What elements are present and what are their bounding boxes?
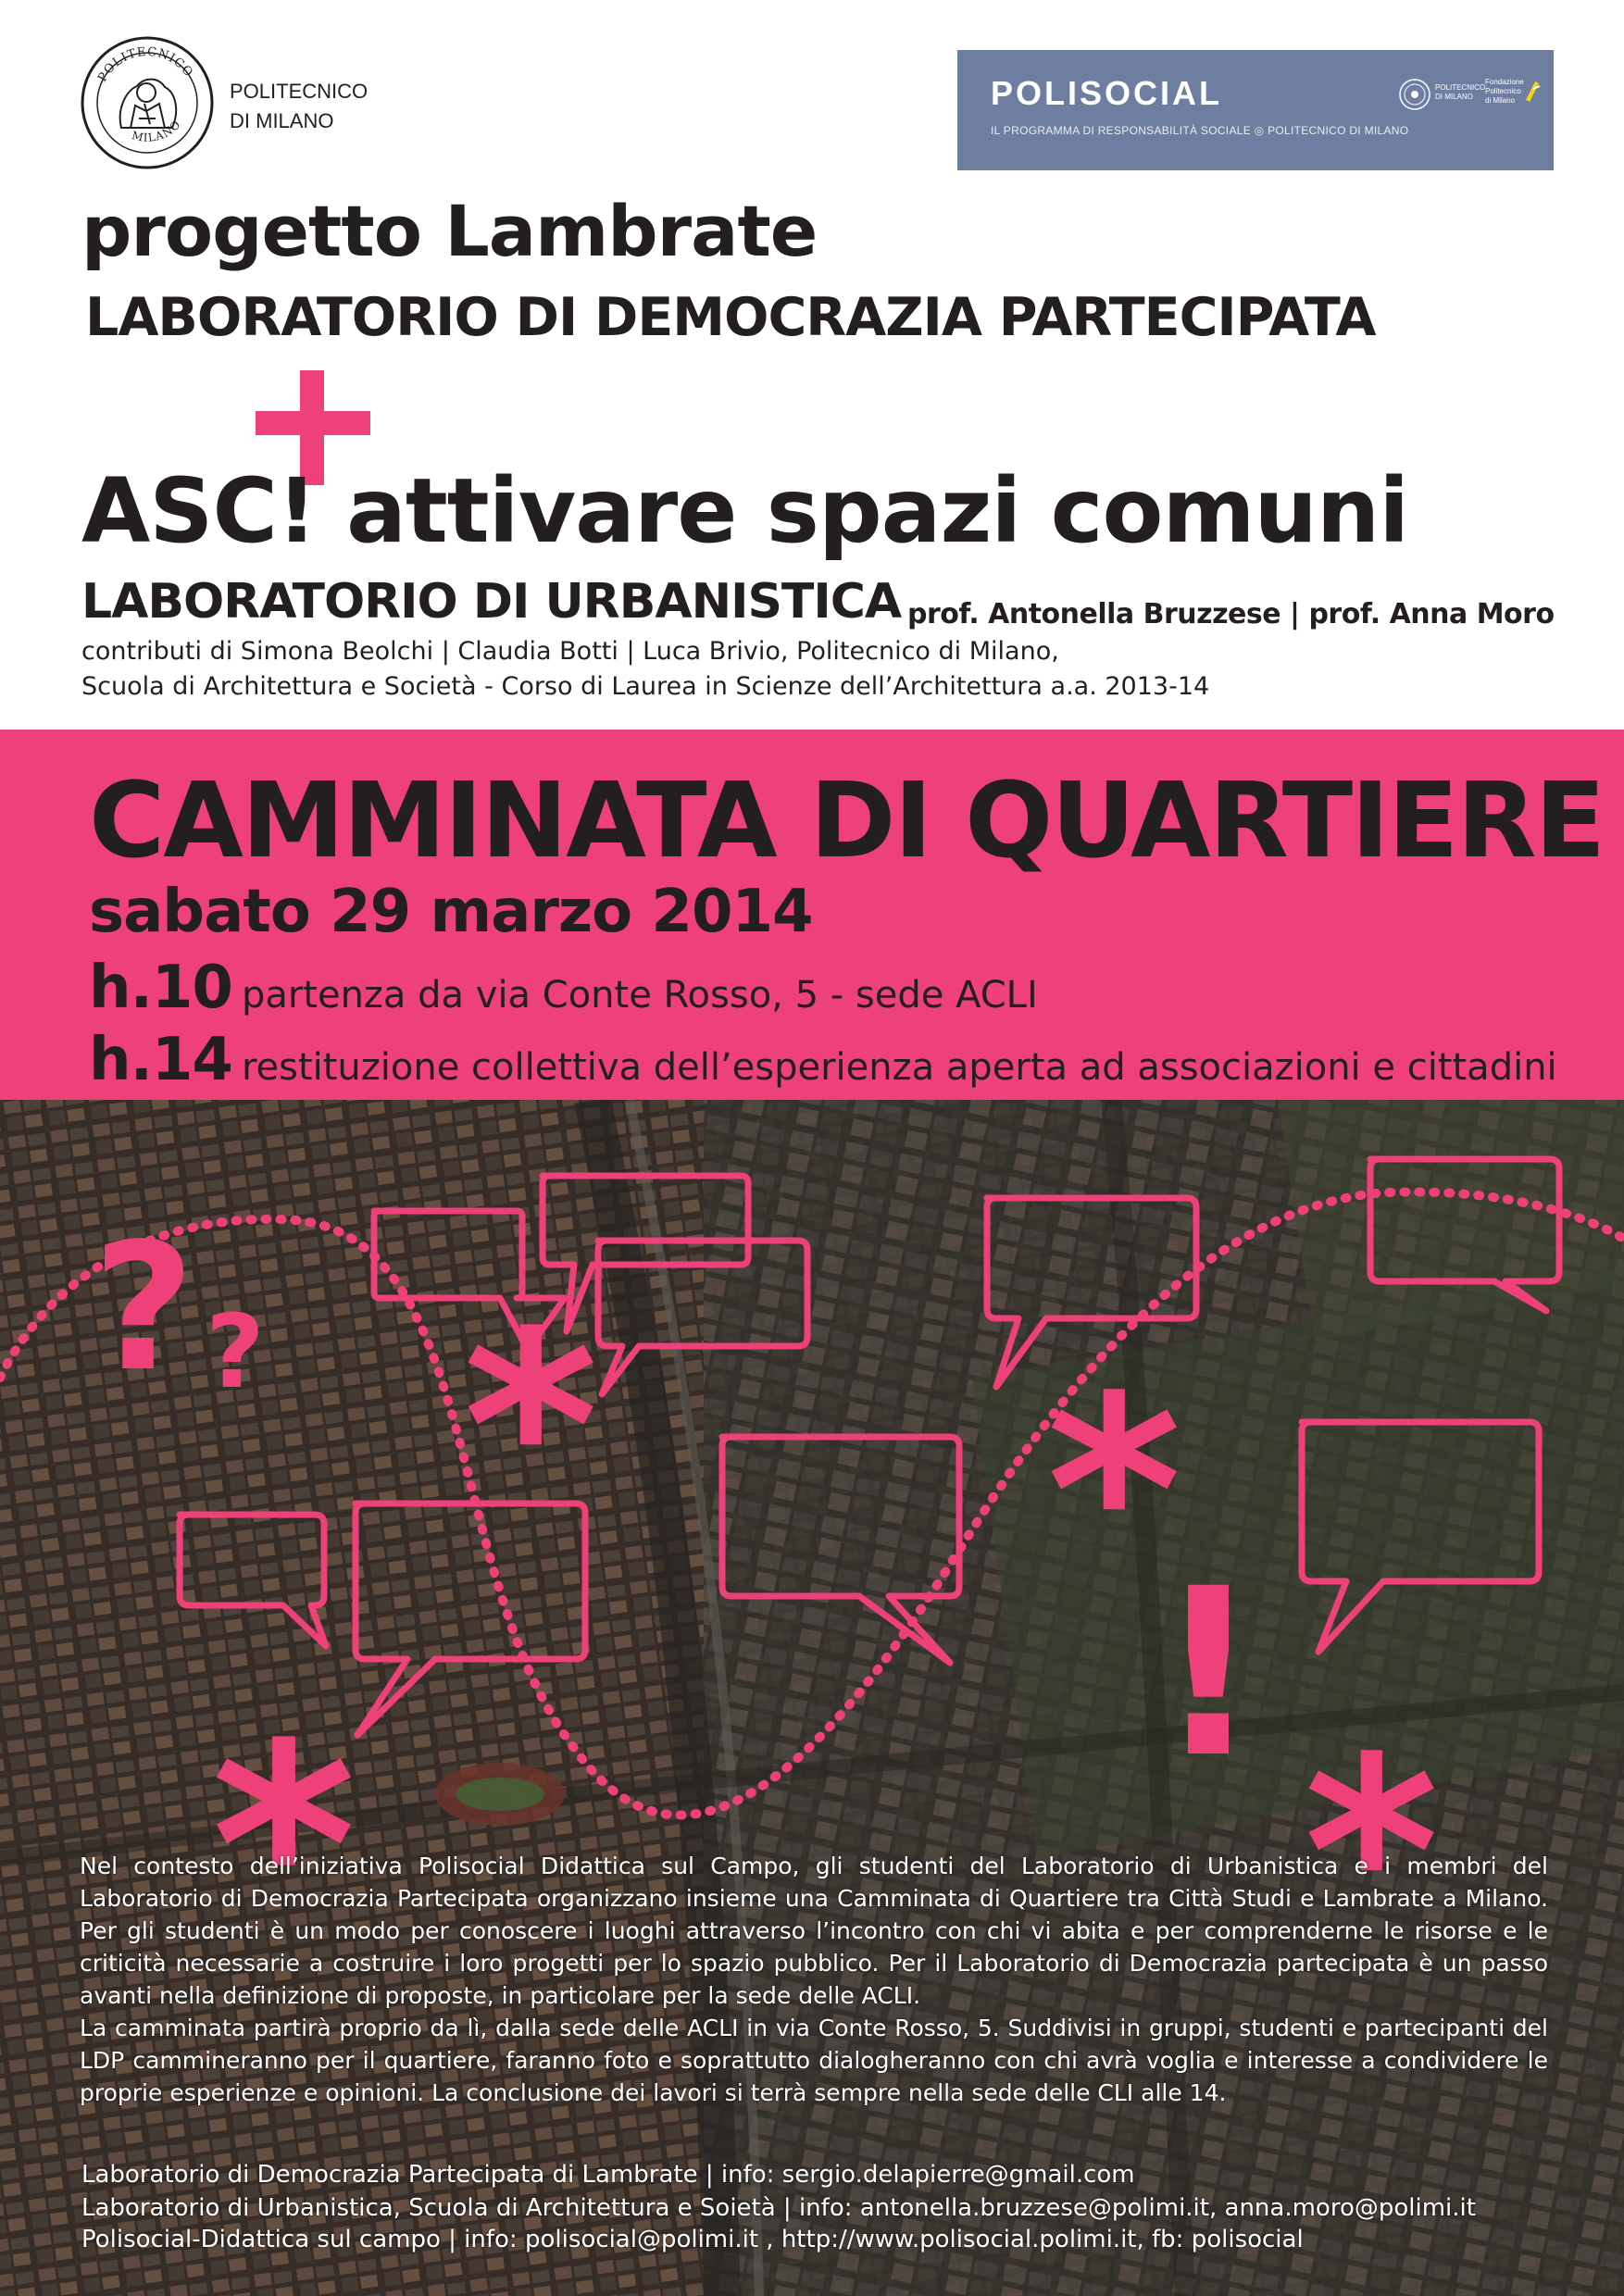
question-mark-large-icon: ? (93, 1205, 195, 1410)
contributors-line2: Scuola di Architettura e Società - Corso di Laurea in Scienze dell’Architettura a.a. 2013-14 (81, 672, 1210, 701)
end-hour: h.14 (89, 1026, 232, 1094)
end-description: restituzione collettiva dell’esperienza aperta ad associazioni e cittadini (241, 1046, 1557, 1089)
polisocial-banner (957, 50, 1554, 170)
description-block (80, 1850, 1548, 2109)
footer-contact-urbanistica: Laboratorio di Urbanistica, Scuola di Architettura e Soietà | info: antonella.bruzzese@polimi.it, anna.moro@polimi.it (81, 2194, 1476, 2222)
speech-bubble-5 (1370, 1159, 1559, 1311)
speech-bubble-9 (1302, 1422, 1539, 1652)
start-time-row (89, 954, 1038, 1022)
question-mark-small-icon: ? (206, 1292, 265, 1411)
lab-urbanistica-heading: LABORATORIO DI URBANISTICA (81, 574, 902, 630)
footer-contact-ldp: Laboratorio di Democrazia Partecipata di Lambrate | info: sergio.delapierre@gmail.com (81, 2161, 1135, 2189)
event-title: CAMMINATA DI QUARTIERE (89, 761, 1605, 881)
politecnico-seal-logo (80, 35, 215, 170)
asterisk-icon-3: * (211, 1685, 356, 2008)
footer-contact-polisocial: Polisocial-Didattica sul campo | info: polisocial@polimi.it , http://www.polisocial.polimi.it, fb: polisocial (81, 2226, 1304, 2253)
event-date: sabato 29 marzo 2014 (89, 878, 813, 946)
university-name-line2: DI MILANO (230, 109, 334, 132)
exclamation-icon: ! (1156, 1539, 1262, 1808)
asc-title: ASC! attivare spazi comuni (81, 459, 1409, 563)
speech-bubbles-doodles (0, 1100, 1624, 2296)
description-paragraph-2: La camminata partirà proprio da lì, dalla sede delle ACLI in via Conte Rosso, 5. Suddivisi in gruppi, studenti e partecipanti del LDP cammineranno per il quartiere, faranno foto e soprattutto dialogheranno con chi avrà voglia e interesse a condividere le proprie esperienze e opinioni. La conclusione dei lavori si terrà sempre nella sede delle CLI alle 14. (80, 2015, 1548, 2106)
start-hour: h.10 (89, 954, 232, 1022)
svg-text:POLITECNICO: POLITECNICO (95, 44, 196, 85)
asterisk-icon-1: * (463, 1277, 599, 1578)
mini-politecnico-line1: POLITECNICO (1435, 83, 1486, 92)
mini-seal-icon (1398, 78, 1431, 111)
professors-credit: prof. Antonella Bruzzese | prof. Anna Moro (907, 598, 1555, 630)
description-paragraph-1: Nel contesto dell’iniziativa Polisocial Didattica sul Campo, gli studenti del Laboratorio di Urbanistica e i membri del Laboratorio di Democrazia Partecipata organizzano insieme una Camminata di Quartiere tra Città Studi e Lambrate a Milano. Per gli studenti è un modo per conoscere i luoghi attraverso l’incontro con chi vi abita e per comprenderne le risorse e le criticità necessarie a costruire i loro progetti per lo spazio pubblico. Per il Laboratorio di Democrazia partecipata è un passo avanti nella definizione di proposte, in particolare per la sede delle ACLI. (80, 1853, 1548, 2009)
university-name-line1: POLITECNICO (230, 80, 369, 103)
project-title: progetto Lambrate (81, 190, 818, 272)
polisocial-subtitle: IL PROGRAMMA DI RESPONSABILITÀ SOCIALE ◎ POLITECNICO DI MILANO (991, 124, 1409, 137)
speech-bubble-6 (180, 1515, 326, 1646)
lab-democrazia-heading: LABORATORIO DI DEMOCRAZIA PARTECIPATA (85, 287, 1376, 348)
fondazione-line1: Fondazione (1485, 78, 1524, 86)
start-description: partenza da via Conte Rosso, 5 - sede ACLI (241, 974, 1038, 1017)
fondazione-mark-icon (1524, 80, 1541, 102)
svg-text:MILANO: MILANO (130, 118, 184, 144)
mini-politecnico-line2: DI MILANO (1435, 93, 1473, 101)
speech-bubble-8 (722, 1437, 959, 1663)
polisocial-title: POLISOCIAL (991, 74, 1223, 112)
contributors-line1: contributi di Simona Beolchi | Claudia Botti | Luca Brivio, Politecnico di Milano, (81, 637, 1059, 666)
fondazione-line3: di Milano (1485, 96, 1516, 105)
asterisk-icon-2: * (1046, 1341, 1182, 1643)
fondazione-line2: Politecnico (1485, 87, 1521, 95)
end-time-row (89, 1026, 1557, 1094)
asterisk-icon-4: * (1304, 1703, 1440, 2004)
